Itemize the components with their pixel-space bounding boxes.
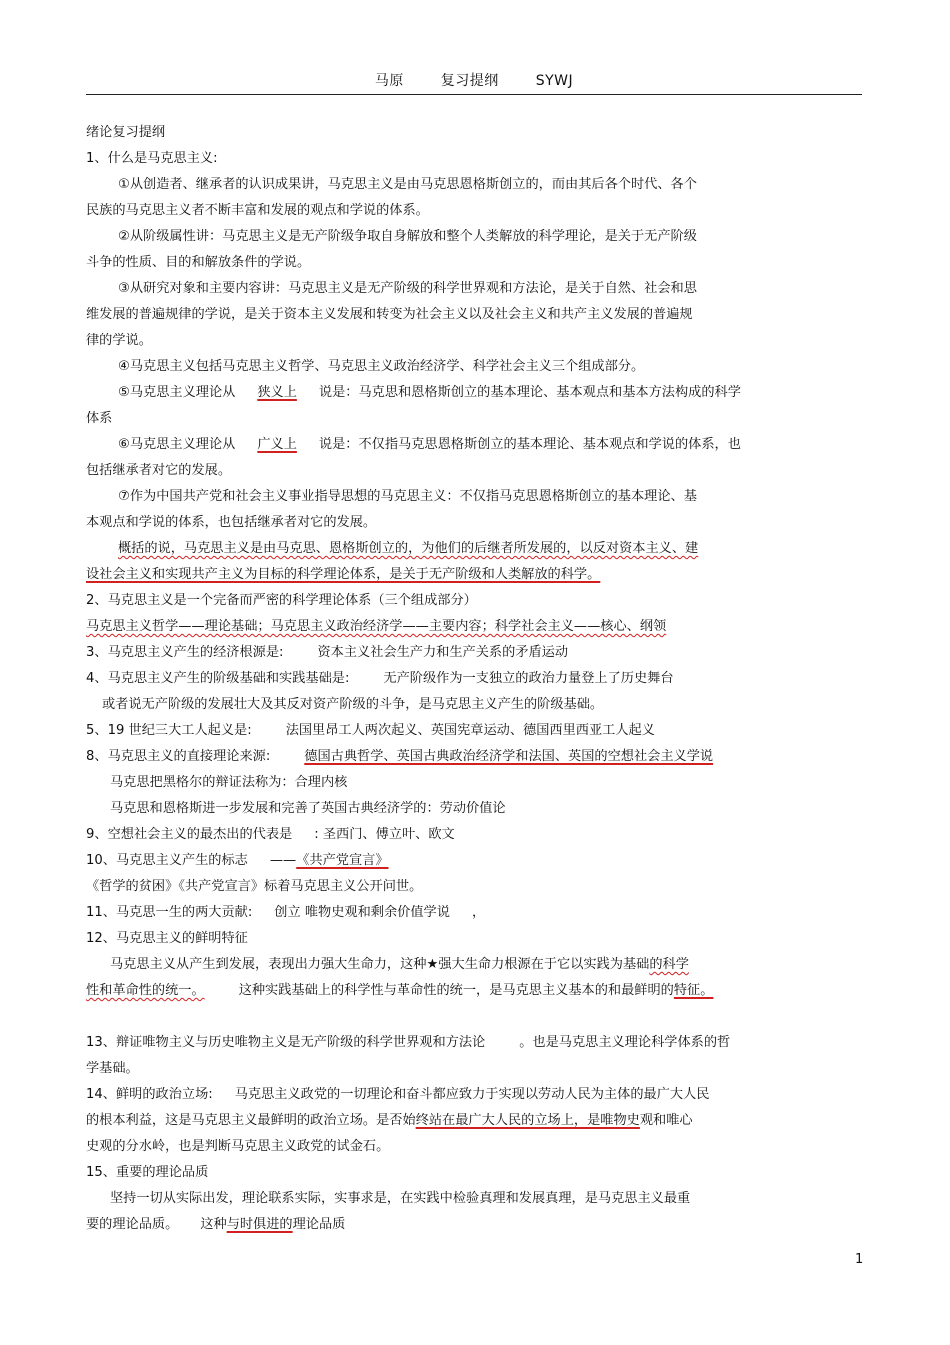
header-doc-title: 复习提纲 (440, 73, 499, 89)
paragraph (86, 614, 858, 640)
question-title: 4、马克思主义产生的阶级基础和实践基础是: (86, 671, 350, 686)
paragraph: 民族的马克思主义者不断丰富和发展的观点和学说的体系。 (86, 203, 429, 218)
text-run: 马克思主义政党的一切理论和奋斗都应致力于实现以劳动人民为主体的最广大人民 (234, 1087, 710, 1102)
paragraph: 斗争的性质、目的和解放条件的学说。 (86, 255, 311, 270)
header-author: SYWJ (535, 73, 574, 89)
text-run: ， (471, 905, 486, 920)
text-run: ⑥马克思主义理论从 (118, 437, 236, 452)
question-5 (86, 718, 858, 744)
header-rule (86, 94, 862, 95)
text-run: 说是：马克思和恩格斯创立的基本理论、基本观点和基本方法构成的科学 (318, 385, 741, 400)
paragraph: 本观点和学说的体系，也包括继承者对它的发展。 (86, 515, 377, 530)
question-10 (86, 848, 858, 874)
answer-text: 资本主义社会生产力和生产关系的矛盾运动 (317, 645, 569, 660)
dash: —— (269, 853, 297, 868)
paragraph: 学基础。 (86, 1061, 139, 1076)
paragraph: 或者说无产阶级的发展壮大及其反对资产阶级的斗争，是马克思主义产生的阶级基础。 (102, 697, 604, 712)
question-12-title: 12、马克思主义的鲜明特征 (86, 931, 248, 946)
paragraph: 史观的分水岭，也是判断马克思主义政党的试金石。 (86, 1139, 390, 1154)
text-run: 要的理论品质。 (86, 1217, 179, 1232)
question-title: 9、空想社会主义的最杰出的代表是 (86, 827, 293, 842)
question-3 (86, 640, 858, 666)
wavy-underlined-text: 性和革命性的统一。 (86, 983, 205, 998)
paragraph: ④马克思主义包括马克思主义哲学、马克思主义政治经济学、科学社会主义三个组成部分。 (118, 359, 645, 374)
question-13 (86, 1030, 858, 1056)
paragraph: ①从创造者、继承者的认识成果讲，马克思主义是由马克思恩格斯创立的，而由其后各个时代、各个 (118, 177, 697, 192)
paragraph (86, 1212, 858, 1238)
paragraph: 马克思把黑格尔的辩证法称为：合理内核 (110, 775, 348, 790)
section-title: 绪论复习提纲 (86, 125, 166, 140)
text-run: 。也是马克思主义理论科学体系的哲 (519, 1035, 731, 1050)
text-run: 观和唯心 (639, 1113, 693, 1128)
underlined-answer: 《共产党宣言》 (296, 853, 389, 868)
paragraph: 律的学说。 (86, 333, 152, 348)
underlined-text: 与时俱进的 (226, 1217, 293, 1232)
question-9 (86, 822, 858, 848)
underlined-answer: 德国古典哲学、英国古典政治经济学和法国、英国的空想社会主义学说 (304, 749, 714, 764)
running-header (86, 70, 862, 90)
question-title: 11、马克思一生的两大贡献: (86, 905, 253, 920)
text-run: ⑤马克思主义理论从 (118, 385, 236, 400)
paragraph (86, 536, 858, 562)
text-run: 这种 (200, 1217, 227, 1232)
question-15-title: 15、重要的理论品质 (86, 1165, 209, 1180)
paragraph (86, 952, 858, 978)
underlined-text: 设社会主义和实现共产主义为目标的科学理论体系，是关于无产阶级和人类解放的科学。 (86, 567, 601, 582)
text-run: 说是：不仅指马克思恩格斯创立的基本理论、基本观点和学说的体系，也 (318, 437, 741, 452)
paragraph: 马克思和恩格斯进一步发展和完善了英国古典经济学的：劳动价值论 (110, 801, 506, 816)
wavy-underlined-text: 的科学 (649, 957, 689, 972)
question-title: 3、马克思主义产生的经济根源是: (86, 645, 284, 660)
question-8 (86, 744, 858, 770)
answer-text: : 圣西门、傅立叶、欧文 (314, 827, 455, 842)
paragraph (86, 432, 858, 458)
paragraph: 《哲学的贫困》《共产党宣言》标着马克思主义公开问世。 (86, 879, 423, 894)
underlined-keyword: 狭义上 (257, 385, 297, 400)
wavy-underlined-text: 马克思主义哲学——理论基础；马克思主义政治经济学——主要内容；科学社会主义——核心、纲领 (86, 619, 667, 634)
answer-text: 无产阶级作为一支独立的政治力量登上了历史舞台 (383, 671, 674, 686)
document-body (86, 120, 858, 1238)
question-title: 10、马克思主义产生的标志 (86, 853, 248, 868)
paragraph: ②从阶级属性讲：马克思主义是无产阶级争取自身解放和整个人类解放的科学理论，是关于无产阶级 (118, 229, 697, 244)
question-14 (86, 1082, 858, 1108)
text-run: 这种实践基础上的科学性与革命性的统一，是马克思主义基本的和最鲜明的 (238, 983, 674, 998)
question-title: 5、19 世纪三大工人起义是: (86, 723, 252, 738)
paragraph: 体系 (86, 411, 113, 426)
question-2-title: 2、马克思主义是一个完备而严密的科学理论体系（三个组成部分） (86, 593, 477, 608)
answer-text: 创立 唯物史观和剩余价值学说 (274, 905, 450, 920)
paragraph: 包括继承者对它的发展。 (86, 463, 232, 478)
question-title: 8、马克思主义的直接理论来源: (86, 749, 271, 764)
paragraph (86, 380, 858, 406)
question-title: 13、辩证唯物主义与历史唯物主义是无产阶级的科学世界观和方法论 (86, 1035, 486, 1050)
underlined-text: 特征。 (673, 983, 714, 998)
wavy-underlined-text: 概括的说，马克思主义是由马克思、恩格斯创立的，为他们的后继者所发展的，以反对资本主义、建 (118, 541, 699, 556)
paragraph: 维发展的普遍规律的学说，是关于资本主义发展和转变为社会主义以及社会主义和共产主义发展的普遍规 (86, 307, 693, 322)
question-4 (86, 666, 858, 692)
text-run: 的根本利益，这是马克思主义最鲜明的政治立场。是否始 (86, 1113, 416, 1128)
page-number: 1 (855, 1252, 864, 1267)
underlined-keyword: 广义上 (257, 437, 297, 452)
question-1-title: 1、什么是马克思主义: (86, 151, 218, 166)
paragraph: 坚持一切从实际出发，理论联系实际，实事求是，在实践中检验真理和发展真理，是马克思主义最重 (110, 1191, 691, 1206)
paragraph (86, 978, 858, 1004)
paragraph (86, 1108, 858, 1134)
underlined-text: 终站在最广大人民的立场上，是唯物史 (415, 1113, 640, 1128)
text-run: 马克思主义从产生到发展，表现出力强大生命力，这种★强大生命力根源在于它以实践为基础 (110, 957, 650, 972)
question-title: 14、鲜明的政治立场: (86, 1087, 213, 1102)
header-subject: 马原 (374, 73, 404, 89)
spacer (86, 1004, 858, 1030)
paragraph: ③从研究对象和主要内容讲：马克思主义是无产阶级的科学世界观和方法论，是关于自然、社会和思 (118, 281, 697, 296)
paragraph: ⑦作为中国共产党和社会主义事业指导思想的马克思主义：不仅指马克思恩格斯创立的基本理论、基 (118, 489, 697, 504)
text-run: 理论品质 (292, 1217, 346, 1232)
question-11 (86, 900, 858, 926)
paragraph (86, 562, 858, 588)
answer-text: 法国里昂工人两次起义、英国宪章运动、德国西里西亚工人起义 (285, 723, 655, 738)
